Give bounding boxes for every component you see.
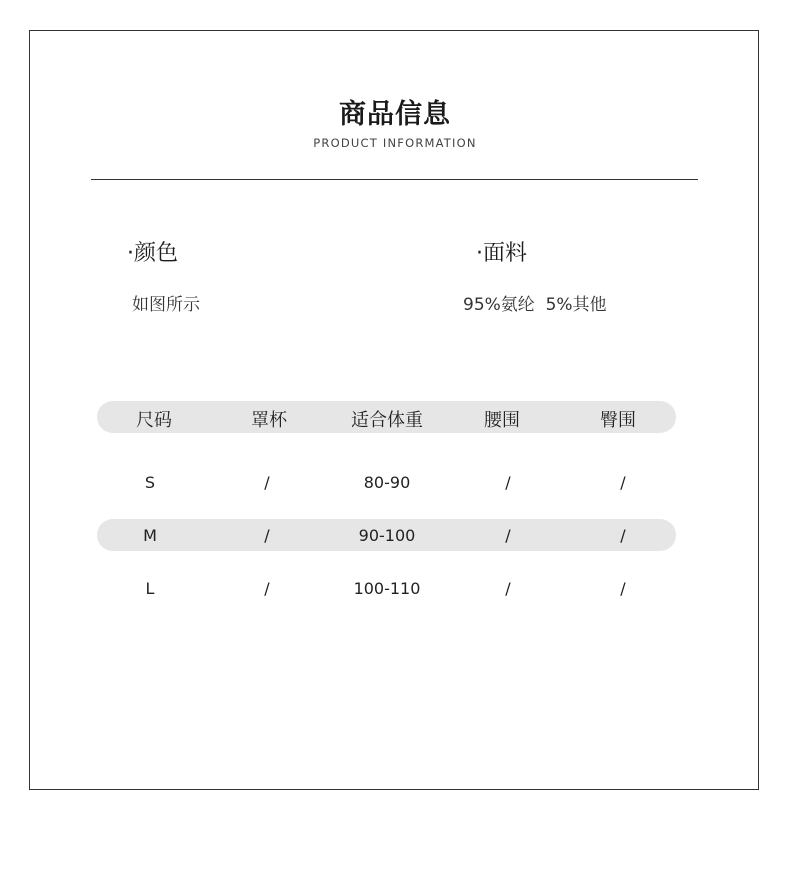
row-s-size: S xyxy=(144,473,156,492)
header-cup: 罩杯 xyxy=(251,410,287,431)
row-l-waist: / xyxy=(505,579,511,598)
color-value: 如图所示 xyxy=(132,295,200,315)
header-hip: 臀围 xyxy=(600,410,636,431)
row-m-size: M xyxy=(143,526,157,545)
row-s-cup: / xyxy=(264,473,270,492)
header-waist: 腰围 xyxy=(484,410,520,431)
row-s-waist: / xyxy=(505,473,511,492)
row-m-waist: / xyxy=(505,526,511,545)
header-size: 尺码 xyxy=(136,410,172,431)
row-s-hip: / xyxy=(620,473,626,492)
row-m-cup: / xyxy=(264,526,270,545)
fabric-label: ·面料 xyxy=(476,241,527,266)
row-l-hip: / xyxy=(620,579,626,598)
row-l-cup: / xyxy=(264,579,270,598)
row-s-weight: 80-90 xyxy=(363,473,411,492)
section-divider xyxy=(91,179,698,180)
row-m-weight: 90-100 xyxy=(358,526,416,545)
row-l-size: L xyxy=(145,579,155,598)
fabric-value: 95%氨纶 5%其他 xyxy=(463,295,607,315)
header-weight: 适合体重 xyxy=(351,410,423,431)
row-l-weight: 100-110 xyxy=(353,579,421,598)
page-subtitle: PRODUCT INFORMATION xyxy=(313,136,477,150)
row-m-hip: / xyxy=(620,526,626,545)
color-label: ·颜色 xyxy=(127,241,178,266)
page-title: 商品信息 xyxy=(339,99,451,130)
